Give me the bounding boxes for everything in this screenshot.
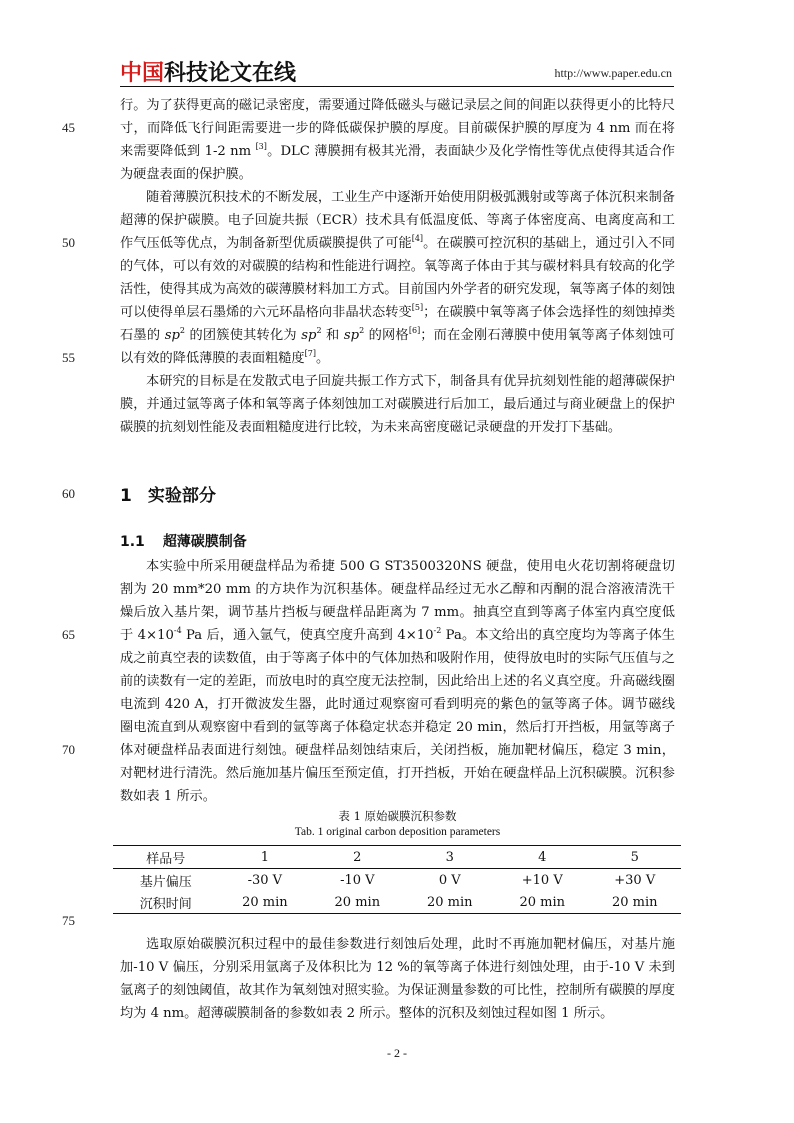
paragraph: 行。为了获得更高的磁记录密度，需要通过降低磁头与磁记录层之间的间距以获得更小的比特尺寸，而降低飞行间距需要进一步的降低碳保护膜的厚度。目前碳保护膜的厚度为 4 nm 而在将来需要降低到 1-2 nm [3]。DLC 薄膜拥有极其光滑，表面缺少及化学惰性等优点使得其适合作为硬盘表面的保护膜。 <box>120 98 675 182</box>
table-cell: +30 V <box>614 872 656 888</box>
table-cell: 20 min <box>519 894 566 910</box>
logo-red-text: 中国 <box>120 60 165 86</box>
table-cell: -10 V <box>340 872 375 888</box>
paragraph: 本实验中所采用硬盘样品为希捷 500 G ST3500320NS 硬盘，使用电火花切割将硬盘切割为 20 mm*20 mm 的方块作为沉积基体。硬盘样品经过无水乙醇和丙酮的混合溶液清洗干燥后放入基片架，调节基片挡板与硬盘样品距离为 7 mm。抽真空直到等离子体室内真空度低于 $4\times 10^{-4}$ Pa 后，通入氩气，使真空度升高到 $4\times 10^{-2}$ Pa。本文给出的真空度均为等离子体生成之前真空表的读数值，由于等离子体中的气体加热和吸附作用，使得放电时的实际气压值与之前的读数有一定的差距，而放电时的真空度无法控制，因此给出上述的名义真空度。升高磁线圈电流到 420 A，打开微波发生器，此时通过观察窗可看到明亮的紫色的氩等离子体。调节磁线圈电流直到从观察窗中看到的氩等离子体稳定状态并稳定 20 min，然后打开挡板，用氩等离子体对硬盘样品表面进行刻蚀。硬盘样品刻蚀结束后，关闭挡板，施加靶材偏压，稳定 3 min，对靶材进行清洗。然后施加基片偏压至预定值，打开挡板，开始在硬盘样品上沉积碳膜。沉积参数如表 1 所示。 <box>120 559 675 804</box>
journal-logo <box>120 58 296 84</box>
table-row <box>113 891 681 914</box>
section-heading <box>120 481 216 506</box>
section-number: 1 <box>120 486 132 506</box>
table-cell: +10 V <box>521 872 563 888</box>
table-cell: 20 min <box>334 894 381 910</box>
logo-black-text: 科技论文在线 <box>164 60 297 86</box>
line-number: 50 <box>62 235 75 250</box>
table-cell: 沉积时间 <box>139 896 192 912</box>
table-header-cell: 样品号 <box>146 851 186 867</box>
deposition-table <box>113 845 681 914</box>
section-title: 实验部分 <box>147 486 216 506</box>
table-cell: 基片偏压 <box>139 874 192 890</box>
line-number: 45 <box>62 120 75 135</box>
table-caption-cn: 表 1 原始碳膜沉积参数 <box>338 809 457 823</box>
table-cell: 20 min <box>611 894 658 910</box>
header-url[interactable]: http://www.paper.edu.cn <box>554 66 672 80</box>
subsection-title: 超薄碳膜制备 <box>162 534 247 550</box>
table-cell: -30 V <box>247 872 283 888</box>
header-rule <box>120 86 674 87</box>
table-header-cell: 4 <box>538 849 547 865</box>
table-header-cell: 3 <box>445 849 454 865</box>
table-header-row <box>113 846 681 869</box>
citation[interactable]: [7] <box>304 349 316 358</box>
subsection-heading <box>120 531 247 551</box>
citation[interactable]: [5] <box>411 303 424 312</box>
method-text <box>120 555 675 808</box>
citation[interactable]: [3] <box>255 142 267 151</box>
line-number: 70 <box>62 742 75 757</box>
table-cell: 20 min <box>427 894 473 910</box>
citation[interactable]: [4] <box>411 234 424 243</box>
line-number: 75 <box>62 913 75 928</box>
table-header-cell: 5 <box>630 849 639 865</box>
line-number: 65 <box>62 627 75 642</box>
table-row <box>113 869 681 892</box>
paragraph: 随着薄膜沉积技术的不断发展，工业生产中逐渐开始使用阴极弧溅射或等离子体沉积来制备超薄的保护碳膜。电子回旋共振（ECR）技术具有低温度低、等离子体密度高、电离度高和工作气压低等优点，为制备新型优质碳膜提供了可能[4]。在碳膜可控沉积的基础上，通过引入不同的气体，可以有效的对碳膜的结构和性能进行调控。氧等离子体由于其与碳材料具有较高的化学活性，使得其成为高效的碳薄膜材料加工方式。目前国内外学者的研究发现，氧等离子体的刻蚀可以使得单层石墨烯的六元环晶格向非晶状态转变[5]；在碳膜中氧等离子体会选择性的刻蚀掉类石墨的 $sp^2$ 的团簇使其转化为 $sp^2$ 和 $sp^2$ 的网格[6]；而在金刚石薄膜中使用氧等离子体刻蚀可以有效的降低薄膜的表面粗糙度[7]。 <box>120 190 676 366</box>
table-cell: 20 min <box>242 894 288 910</box>
page-number: - 2 - <box>387 1046 407 1060</box>
etching-text <box>120 933 675 1025</box>
table-cell: 0 V <box>438 872 461 888</box>
table-caption-en: Tab. 1 original carbon deposition parameters <box>294 826 501 838</box>
paragraph: 选取原始碳膜沉积过程中的最佳参数进行刻蚀后处理，此时不再施加靶材偏压，对基片施加-10 V 偏压，分别采用氩离子及体积比为 12 %的氧等离子体进行刻蚀处理，由于-10 V 未到氩离子的刻蚀阈值，故其作为氧刻蚀对照实验。为保证测量参数的可比性，控制所有碳膜的厚度均为 4 nm。超薄碳膜制备的参数如表 2 所示。整体的沉积及刻蚀过程如图 1 所示。 <box>120 937 675 1021</box>
citation[interactable]: [6] <box>408 326 421 335</box>
subsection-number: 1.1 <box>120 534 145 550</box>
line-number: 60 <box>62 486 75 501</box>
line-number: 55 <box>62 350 75 365</box>
table-header-cell: 2 <box>353 849 362 865</box>
paragraph: 本研究的目标是在发散式电子回旋共振工作方式下，制备具有优异抗刻划性能的超薄碳保护膜，并通过氩等离子体和氧等离子体刻蚀加工对碳膜进行后加工，最后通过与商业硬盘上的保护碳膜的抗刻划性能及表面粗糙度进行比较，为未来高密度磁记录硬盘的开发打下基础。 <box>120 374 675 435</box>
intro-text <box>120 94 675 439</box>
table-header-cell: 1 <box>260 849 269 865</box>
